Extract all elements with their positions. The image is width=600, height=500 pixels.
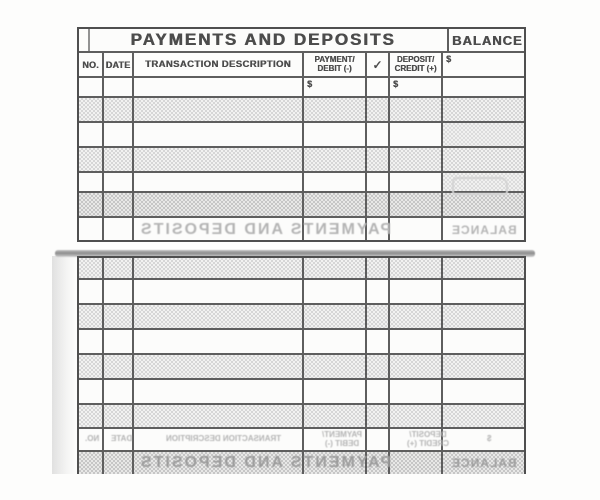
currency-symbol: $ bbox=[393, 79, 399, 89]
column-header-deposit bbox=[390, 53, 443, 76]
title-row bbox=[79, 29, 524, 53]
register-cell-deposit bbox=[390, 305, 443, 328]
register-cell-balance bbox=[443, 380, 524, 403]
column-header-row bbox=[79, 53, 524, 78]
register-cell-desc bbox=[134, 193, 304, 216]
ghost-header-description: TRANSACTION DESCRIPTION bbox=[166, 434, 282, 444]
ghost-header-no: NO. bbox=[85, 434, 100, 444]
register-cell-balance bbox=[443, 280, 524, 303]
register-cell-no bbox=[79, 305, 104, 328]
register-cell-balance bbox=[443, 405, 524, 427]
ghost-balance-text: BALANCE bbox=[451, 223, 517, 237]
ghost-header-date: DATE bbox=[111, 434, 133, 444]
ghost-balance-top bbox=[451, 219, 524, 241]
title-row-line-artifact bbox=[88, 29, 90, 51]
register-cell-balance bbox=[443, 98, 524, 121]
register-top-section bbox=[77, 27, 526, 242]
register-cell-deposit bbox=[390, 98, 443, 121]
register-row bbox=[79, 193, 524, 218]
register-cell-desc bbox=[134, 405, 304, 427]
register-cell-deposit bbox=[390, 355, 443, 378]
register-cell-deposit bbox=[390, 330, 443, 353]
register-cell-check bbox=[367, 380, 390, 403]
register-cell-desc bbox=[134, 173, 304, 191]
register-cell-desc bbox=[134, 305, 304, 328]
deposit-label-line1: DEPOSIT/ bbox=[396, 55, 435, 64]
register-cell-date bbox=[104, 330, 134, 353]
register-cell-payment bbox=[304, 98, 367, 121]
register-cell-no bbox=[79, 173, 104, 191]
register-cell-check bbox=[367, 193, 390, 216]
register-cell-deposit bbox=[390, 405, 443, 427]
register-cell-date bbox=[104, 123, 134, 146]
deposit-label-line2: CREDIT (+) bbox=[394, 63, 437, 73]
register-cell-balance bbox=[443, 305, 524, 328]
register-cell-balance bbox=[443, 123, 524, 146]
register-cell-no bbox=[79, 78, 104, 96]
checkmark-icon: ✓ bbox=[367, 53, 390, 76]
page-title: PAYMENTS AND DEPOSITS bbox=[130, 30, 396, 49]
register-cell-balance bbox=[443, 330, 524, 353]
register-row bbox=[79, 78, 524, 98]
ghost-header-deposit: DEPOSIT/ CREDIT (+) bbox=[406, 430, 449, 448]
payment-label-line2: DEBIT (-) bbox=[317, 63, 352, 73]
balance-label: BALANCE bbox=[452, 32, 523, 48]
register-cell-no bbox=[79, 98, 104, 121]
register-cell-desc bbox=[134, 330, 304, 353]
register-cell-no bbox=[79, 193, 104, 216]
register-cell-deposit bbox=[390, 380, 443, 403]
register-cell-desc bbox=[134, 78, 304, 96]
register-cell-date bbox=[104, 98, 134, 121]
register-cell-check bbox=[367, 173, 390, 191]
register-cell-date bbox=[104, 405, 134, 427]
ghost-balance-bottom bbox=[451, 452, 524, 474]
register-cell-balance bbox=[443, 258, 524, 278]
register-cell-desc bbox=[134, 148, 304, 171]
register-cell-payment bbox=[304, 330, 367, 353]
register-cell-check bbox=[367, 123, 390, 146]
register-cell-desc bbox=[134, 380, 304, 403]
register-cell-payment bbox=[304, 258, 367, 278]
register-cell-deposit bbox=[390, 193, 443, 216]
register-cell-payment bbox=[304, 148, 367, 171]
register-cell-check bbox=[367, 305, 390, 328]
register-cell-deposit bbox=[390, 173, 443, 191]
register-cell-desc bbox=[134, 98, 304, 121]
register-cell-desc bbox=[134, 123, 304, 146]
register-cell-payment bbox=[304, 355, 367, 378]
balance-dollar-sign: $ bbox=[446, 54, 452, 64]
register-cell-payment bbox=[304, 380, 367, 403]
register-cell-date bbox=[104, 78, 134, 96]
register-row bbox=[79, 305, 524, 330]
column-header-payment bbox=[304, 53, 367, 76]
register-cell-desc bbox=[134, 355, 304, 378]
register-cell-check bbox=[367, 98, 390, 121]
register-row bbox=[79, 123, 524, 148]
register-cell-no bbox=[79, 355, 104, 378]
register-cell-payment bbox=[304, 123, 367, 146]
register-cell-date bbox=[104, 258, 134, 278]
register-cell-no bbox=[79, 280, 104, 303]
register-cell-check bbox=[367, 330, 390, 353]
register-cell-no bbox=[79, 258, 104, 278]
register-cell-check bbox=[367, 258, 390, 278]
register-cell-payment bbox=[304, 173, 367, 191]
register-row bbox=[79, 330, 524, 355]
register-cell-date bbox=[104, 193, 134, 216]
register-cell-date bbox=[104, 355, 134, 378]
register-cell-payment bbox=[304, 405, 367, 427]
register-cell-deposit bbox=[390, 258, 443, 278]
register-cell-no bbox=[79, 148, 104, 171]
register-row bbox=[79, 405, 524, 429]
column-header-balance bbox=[443, 53, 524, 76]
ghost-header-dollar: $ bbox=[487, 434, 492, 444]
column-header-description: TRANSACTION DESCRIPTION bbox=[134, 53, 304, 76]
ghost-header-payment: PAYMENT/ DEBIT (-) bbox=[322, 430, 363, 448]
register-cell-check bbox=[367, 280, 390, 303]
register-cell-date bbox=[104, 148, 134, 171]
register-cell-check bbox=[367, 148, 390, 171]
register-cell-deposit bbox=[390, 123, 443, 146]
register-cell-deposit bbox=[390, 148, 443, 171]
register-row bbox=[79, 380, 524, 405]
title-cell bbox=[79, 29, 449, 51]
register-cell-payment bbox=[304, 280, 367, 303]
register-cell-no bbox=[79, 123, 104, 146]
ghost-header-row bbox=[79, 429, 524, 450]
column-header-date: DATE bbox=[104, 53, 134, 76]
register-cell-no bbox=[79, 380, 104, 403]
payment-label-line1: PAYMENT/ bbox=[314, 55, 355, 64]
register-cell-desc bbox=[134, 258, 304, 278]
ghost-title-text: PAYMENTS AND DEPOSITS bbox=[138, 221, 392, 238]
register-cell-balance bbox=[443, 355, 524, 378]
register-cell-payment bbox=[304, 305, 367, 328]
register-cell-balance bbox=[443, 78, 524, 96]
register-cell-desc bbox=[134, 280, 304, 303]
register-row bbox=[79, 280, 524, 305]
register-cell-date bbox=[104, 380, 134, 403]
register-row bbox=[79, 98, 524, 123]
left-scan-shading bbox=[52, 256, 77, 474]
ghost-title-bottom-text: PAYMENTS AND DEPOSITS bbox=[138, 454, 392, 471]
currency-symbol: $ bbox=[307, 79, 313, 89]
top-entry-rows bbox=[79, 78, 524, 240]
register-cell-check bbox=[367, 355, 390, 378]
register-cell-check bbox=[367, 78, 390, 96]
register-cell-deposit bbox=[390, 280, 443, 303]
register-row bbox=[79, 355, 524, 380]
register-cell-payment bbox=[304, 78, 367, 96]
ghost-title-top bbox=[79, 219, 451, 241]
register-cell-deposit bbox=[390, 78, 443, 96]
register-cell-check bbox=[367, 405, 390, 427]
register-cell-date bbox=[104, 173, 134, 191]
register-cell-balance bbox=[443, 148, 524, 171]
register-cell-balance bbox=[443, 193, 524, 216]
register-cell-no bbox=[79, 330, 104, 353]
register-row bbox=[79, 148, 524, 173]
register-cell-payment bbox=[304, 193, 367, 216]
ghost-balance-bottom-text: BALANCE bbox=[451, 456, 517, 470]
register-cell-date bbox=[104, 305, 134, 328]
column-header-no: NO. bbox=[79, 53, 104, 76]
balance-header-cell bbox=[449, 29, 524, 51]
ghost-vehicle-outline bbox=[452, 177, 508, 195]
register-cell-date bbox=[104, 280, 134, 303]
ghost-title-bottom bbox=[79, 452, 451, 474]
register-cell-no bbox=[79, 405, 104, 427]
register-row bbox=[79, 258, 524, 280]
